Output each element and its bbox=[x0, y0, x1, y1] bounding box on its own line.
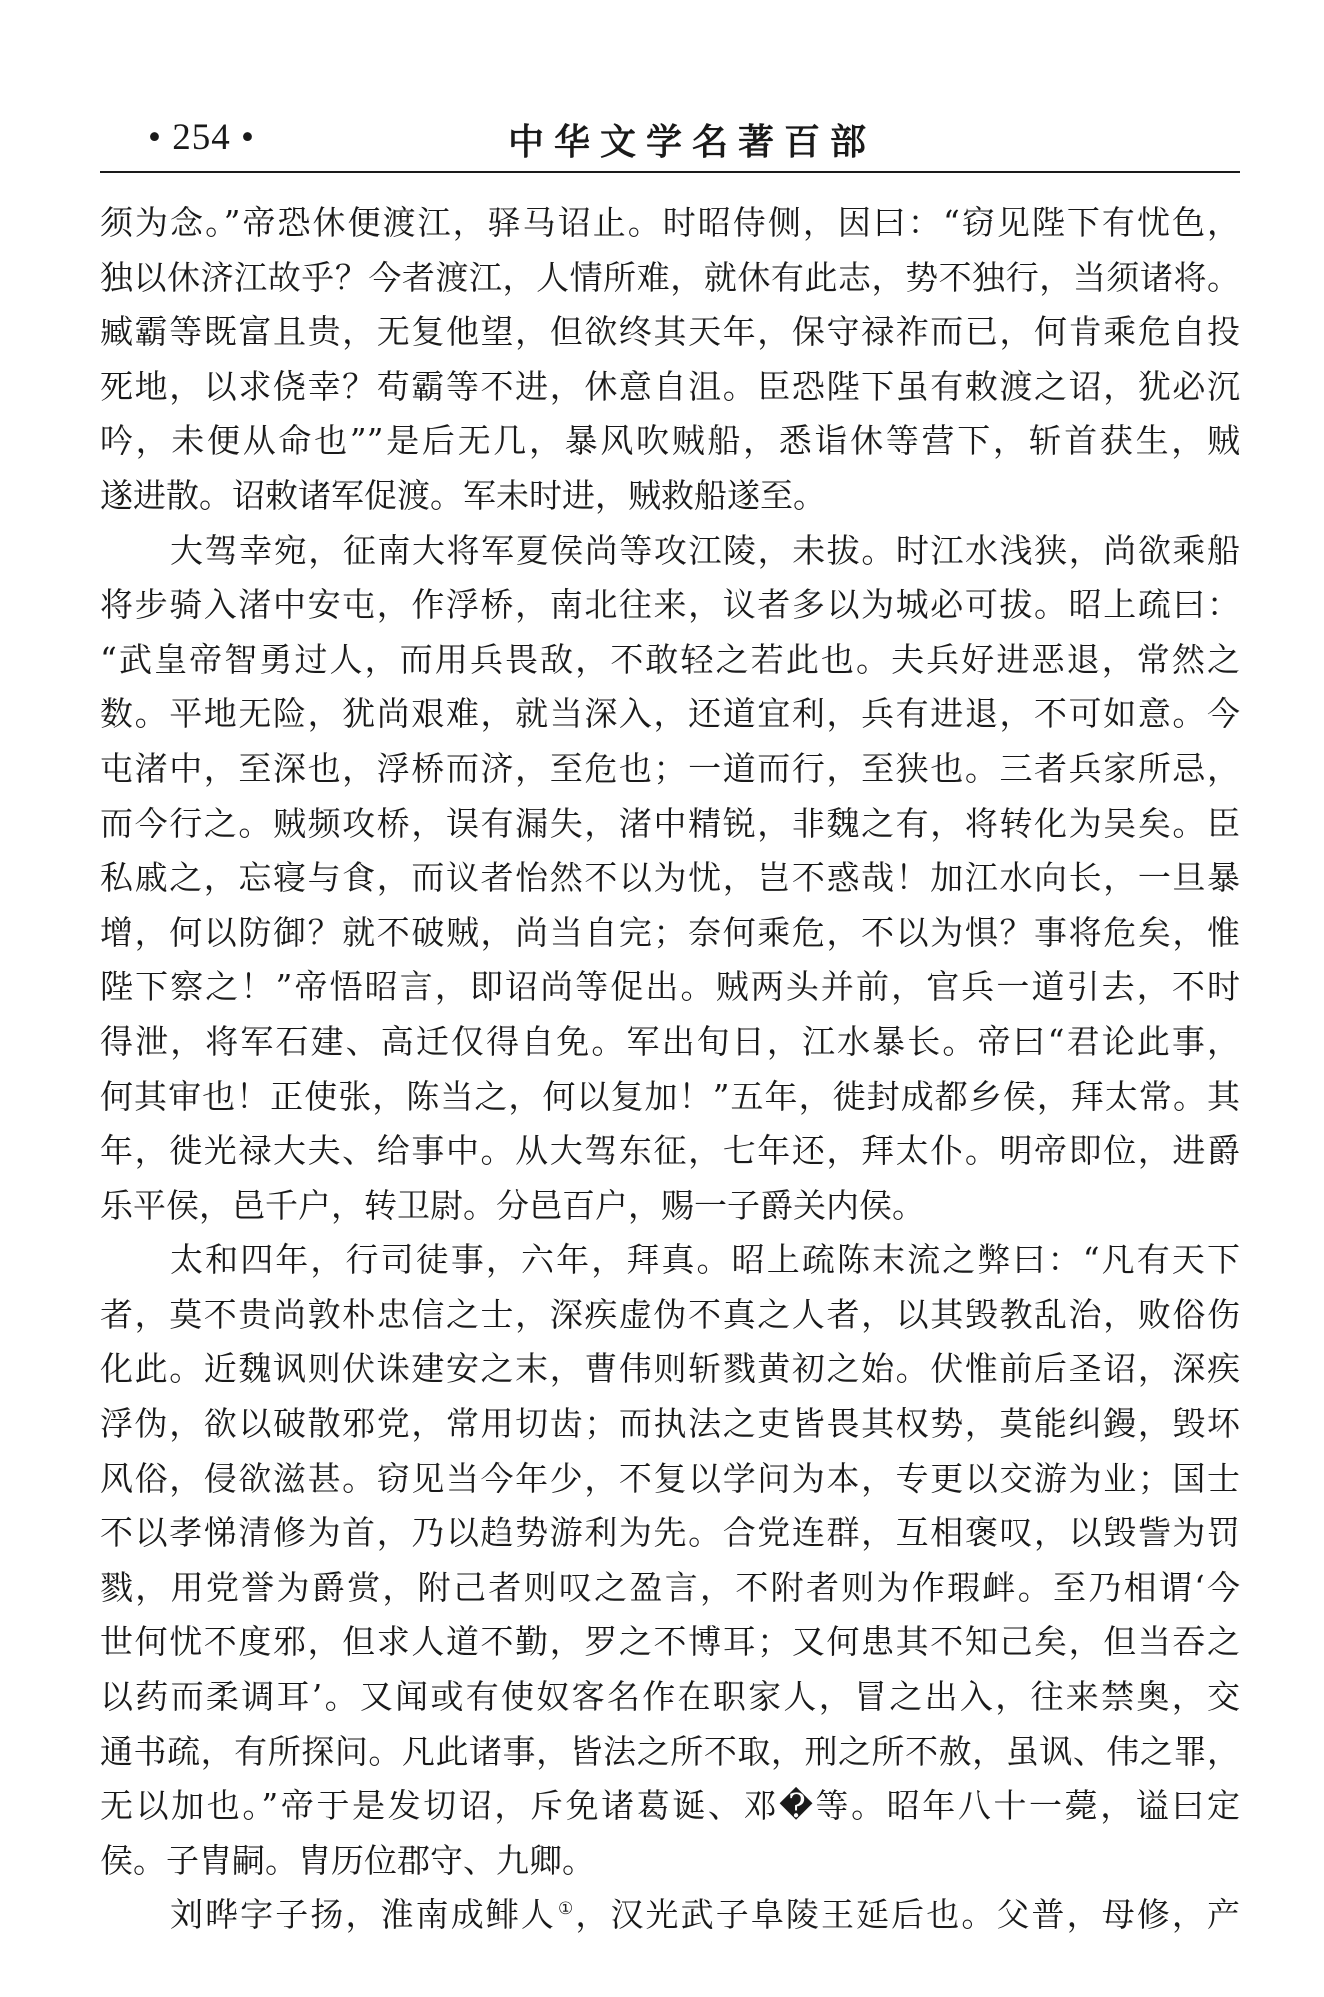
text-line: 而今行之。贼频攻桥，误有漏失，渚中精锐，非魏之有，将转化为吴矣。臣 bbox=[100, 803, 1240, 843]
body-text bbox=[100, 196, 1240, 1943]
text-line: 戮，用党誉为爵赏，附己者则叹之盈言，不附者则为作瑕衅。至乃相谓‘今 bbox=[100, 1567, 1240, 1607]
text-line: 侯。子胄嗣。胄历位郡守、九卿。 bbox=[100, 1840, 595, 1880]
text-line: 无以加也。”帝于是发切诏，斥免诸葛诞、邓�等。昭年八十一薨，谥曰定 bbox=[100, 1786, 1240, 1826]
text-line: 得泄，将军石建、高迁仅得自免。军出旬日，江水暴长。帝曰“君论此事， bbox=[100, 1021, 1240, 1061]
book-title: 中华文学名著百部 bbox=[508, 121, 877, 163]
text-line: 不以孝悌清修为首，乃以趋势游利为先。合党连群，互相褒叹，以毁訾为罚 bbox=[100, 1513, 1240, 1553]
text-line: 独以休济江故乎？今者渡江，人情所难，就休有此志，势不独行，当须诸将。 bbox=[100, 257, 1240, 297]
paragraph-first-line: 大驾幸宛，征南大将军夏侯尚等攻江陵，未拔。时江水浅狭，尚欲乘船 bbox=[170, 530, 1240, 570]
text-line: 者，莫不贵尚敦朴忠信之士，深疾虚伪不真之人者，以其毁教乱治，败俗伤 bbox=[100, 1294, 1240, 1334]
header-rule bbox=[100, 171, 1240, 173]
page-number: • 254 • bbox=[148, 117, 255, 158]
text-line: 何其审也！正使张，陈当之，何以复加！”五年，徙封成都乡侯，拜太常。其 bbox=[100, 1076, 1240, 1116]
text-line: 私戚之，忘寝与食，而议者怡然不以为忧，岂不惑哉！加江水向长，一旦暴 bbox=[100, 858, 1240, 898]
footnote-marker[interactable]: ① bbox=[558, 1899, 576, 1920]
text-line: 浮伪，欲以破散邪党，常用切齿；而执法之吏皆畏其权势，莫能纠鏝，毁坏 bbox=[100, 1404, 1240, 1444]
running-header bbox=[100, 108, 1240, 168]
text-segment: 刘晔字子扬，淮南成鲱人 bbox=[170, 1895, 557, 1935]
text-line: 乐平侯，邑千户，转卫尉。分邑百户，赐一子爵关内侯。 bbox=[100, 1185, 925, 1225]
text-line: 世何忧不度邪，但求人道不勤，罗之不博耳；又何患其不知己矣，但当吞之 bbox=[100, 1622, 1240, 1662]
text-line: 死地，以求侥幸？苟霸等不进，休意自沮。臣恐陛下虽有敕渡之诏，犹必沉 bbox=[100, 366, 1240, 406]
text-line: 增，何以防御？就不破贼，尚当自完；奈何乘危，不以为惧？事将危矣，惟 bbox=[100, 912, 1240, 952]
text-line: 臧霸等既富且贵，无复他望，但欲终其天年，保守禄祚而已，何肯乘危自投 bbox=[100, 312, 1240, 352]
text-line: 遂进散。诏敕诸军促渡。军未时进，贼救船遂至。 bbox=[100, 475, 826, 515]
paragraph-first-line bbox=[100, 1888, 1240, 1943]
paragraph-first-line: 太和四年，行司徒事，六年，拜真。昭上疏陈末流之弊曰：“凡有天下 bbox=[170, 1240, 1240, 1280]
text-line: 通书疏，有所探问。凡此诸事，皆法之所不取，刑之所不赦，虽讽、伟之罪， bbox=[100, 1731, 1240, 1771]
text-line: 吟，未便从命也””是后无几，暴风吹贼船，悉诣休等营下，斩首获生，贼 bbox=[100, 421, 1240, 461]
text-line: 将步骑入渚中安屯，作浮桥，南北往来，议者多以为城必可拔。昭上疏曰： bbox=[100, 585, 1240, 625]
text-line: 以药而柔调耳’。又闻或有使奴客名作在职家人，冒之出入，往来禁奥，交 bbox=[100, 1677, 1240, 1717]
text-line: 年，徙光禄大夫、给事中。从大驾东征，七年还，拜太仆。明帝即位，进爵 bbox=[100, 1131, 1240, 1171]
text-line: 屯渚中，至深也，浮桥而济，至危也；一道而行，至狭也。三者兵家所忌， bbox=[100, 748, 1240, 788]
text-segment: ，汉光武子阜陵王延后也。父普，母修，产 bbox=[575, 1895, 1241, 1935]
text-line: 化此。近魏讽则伏诛建安之末，曹伟则斩戮黄初之始。伏惟前后圣诏，深疾 bbox=[100, 1349, 1240, 1389]
text-line: “武皇帝智勇过人，而用兵畏敌，不敢轻之若此也。夫兵好进恶退，常然之 bbox=[100, 639, 1240, 679]
text-line: 数。平地无险，犹尚艰难，就当深入，还道宜利，兵有进退，不可如意。今 bbox=[100, 694, 1240, 734]
text-line: 陛下察之！”帝悟昭言，即诏尚等促出。贼两头并前，官兵一道引去，不时 bbox=[100, 967, 1240, 1007]
text-line: 须为念。”帝恐休便渡江，驿马诏止。时昭侍侧，因曰：“窃见陛下有忧色， bbox=[100, 203, 1240, 242]
text-line: 风俗，侵欲滋甚。窃见当今年少，不复以学问为本，专更以交游为业；国士 bbox=[100, 1458, 1240, 1498]
